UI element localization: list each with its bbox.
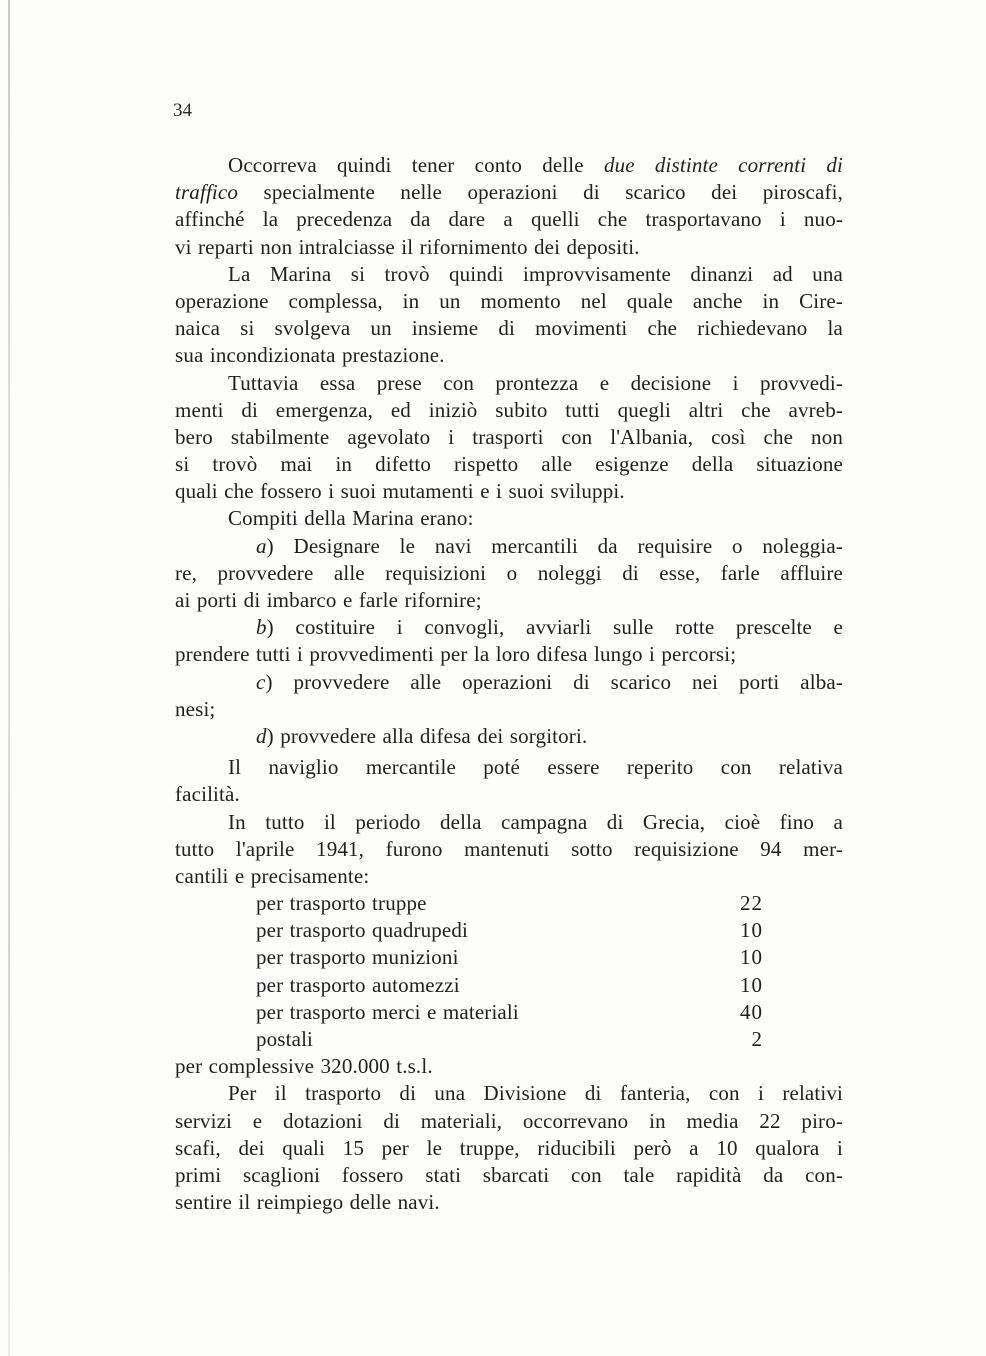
text-line	[175, 669, 843, 696]
ship-list	[175, 890, 843, 1053]
text-run: ) costituire i convogli, avviarli sulle rotte prescelte e	[266, 615, 843, 640]
text-line: Per il trasporto di una Divisione di fanteria, con i relativi	[228, 1081, 843, 1106]
text-line: operazione complessa, in un momento nel quale anche in Cire-	[175, 288, 843, 313]
list-item	[175, 917, 843, 944]
text-line: In tutto il periodo della campagna di Grecia, cioè fino a	[228, 809, 843, 834]
text-line: La Marina si trovò quindi improvvisamente dinanzi ad una	[228, 261, 843, 286]
text-run: ) provvedere alla difesa dei sorgitori.	[266, 723, 588, 748]
list-item	[175, 890, 843, 917]
text-line: cantili e precisamente:	[175, 863, 370, 888]
text-line: affinché la precedenza da dare a quelli che trasportavano i nuo-	[175, 207, 843, 232]
list-item	[175, 1026, 843, 1053]
paragraph-4	[175, 505, 843, 532]
text-line: servizi e dotazioni di materiali, occorrevano in media 22 piro-	[175, 1108, 843, 1133]
list-item-count: 10	[740, 972, 763, 997]
text-line: tutto l'aprile 1941, furono mantenuti sotto requisizione 94 mer-	[175, 836, 843, 861]
text-line: quali che fossero i suoi mutamenti e i suoi sviluppi.	[175, 479, 625, 504]
text-line: per complessive 320.000 t.s.l.	[175, 1054, 433, 1079]
list-item-count: 22	[740, 891, 763, 916]
text-line: sua incondizionata prestazione.	[175, 343, 445, 368]
list-item	[175, 972, 843, 999]
list-item-label: per trasporto merci e materiali	[256, 999, 519, 1024]
text-line	[175, 533, 843, 560]
text-line: scafi, dei quali 15 per le truppe, riducibili però a 10 qualora i	[175, 1135, 843, 1160]
text-line: bero stabilmente agevolato i trasporti con l'Albania, così che non	[175, 424, 843, 449]
list-item-label: per trasporto automezzi	[256, 972, 460, 997]
list-item	[175, 999, 843, 1026]
list-item-count: 2	[751, 1027, 763, 1051]
italic-run: due distinte correnti di	[603, 153, 843, 177]
text-line: Tuttavia essa prese con prontezza e decisione i provvedi-	[228, 370, 843, 395]
list-item-label: postali	[256, 1027, 314, 1051]
paragraph-7	[175, 1053, 843, 1080]
task-d	[175, 723, 843, 750]
text-line: primi scaglioni fossero stati sbarcati con tale rapidità da con-	[175, 1162, 843, 1187]
text-line	[175, 723, 843, 750]
text-run: ) provvedere alle operazioni di scarico nei porti alba-	[265, 669, 843, 694]
scan-edge-shadow	[8, 0, 10, 1356]
text-line: facilità.	[175, 782, 240, 807]
list-item-label: per trasporto truppe	[256, 891, 427, 916]
page-number: 34	[173, 100, 192, 121]
list-item-label: per trasporto quadrupedi	[256, 918, 469, 943]
paragraph-6	[175, 809, 843, 891]
text-line	[175, 614, 843, 641]
list-item	[175, 944, 843, 971]
text-line: ai porti di imbarco e farle rifornire;	[175, 588, 482, 612]
body-text	[175, 152, 843, 1216]
text-line: si trovò mai in difetto rispetto alle esigenze della situazione	[175, 452, 843, 477]
paragraph-2	[175, 261, 843, 370]
list-item-count: 40	[740, 999, 763, 1024]
text-line: vi reparti non intralciasse il rifornimento dei depositi.	[175, 234, 640, 259]
text-line	[175, 179, 843, 206]
text-line: re, provvedere alle requisizioni o noleggi di esse, farle affluire	[175, 560, 843, 585]
paragraph-1	[175, 152, 843, 261]
text-line: Il naviglio mercantile poté essere reperito con relativa	[228, 755, 843, 780]
text-line: sentire il reimpiego delle navi.	[175, 1190, 440, 1215]
text-run: specialmente nelle operazioni di scarico dei piroscafi,	[238, 180, 843, 205]
task-b	[175, 614, 843, 668]
task-letter: a	[256, 533, 267, 558]
text-run: Occorreva quindi tener conto delle	[228, 153, 604, 177]
task-letter: b	[256, 615, 267, 640]
text-line: prendere tutti i provvedimenti per la loro difesa lungo i percorsi;	[175, 642, 737, 667]
text-run: ) Designare le navi mercantili da requisire o noleggia-	[266, 533, 843, 558]
task-letter: c	[256, 669, 266, 694]
text-line: menti di emergenza, ed iniziò subito tutti quegli altri che avreb-	[175, 397, 843, 422]
text-line	[175, 152, 843, 179]
task-letter: d	[256, 723, 267, 748]
list-item-count: 10	[740, 918, 763, 943]
list-item-count: 10	[740, 945, 763, 970]
paragraph-5	[175, 754, 843, 808]
task-c	[175, 669, 843, 723]
text-line: Compiti della Marina erano:	[228, 506, 474, 531]
italic-run: traffico	[175, 180, 239, 205]
list-item-label: per trasporto munizioni	[256, 945, 459, 970]
paragraph-8	[175, 1080, 843, 1216]
task-a	[175, 533, 843, 615]
text-line: naica si svolgeva un insieme di movimenti che richiedevano la	[175, 316, 843, 341]
text-line: nesi;	[175, 696, 216, 721]
paragraph-3	[175, 370, 843, 506]
